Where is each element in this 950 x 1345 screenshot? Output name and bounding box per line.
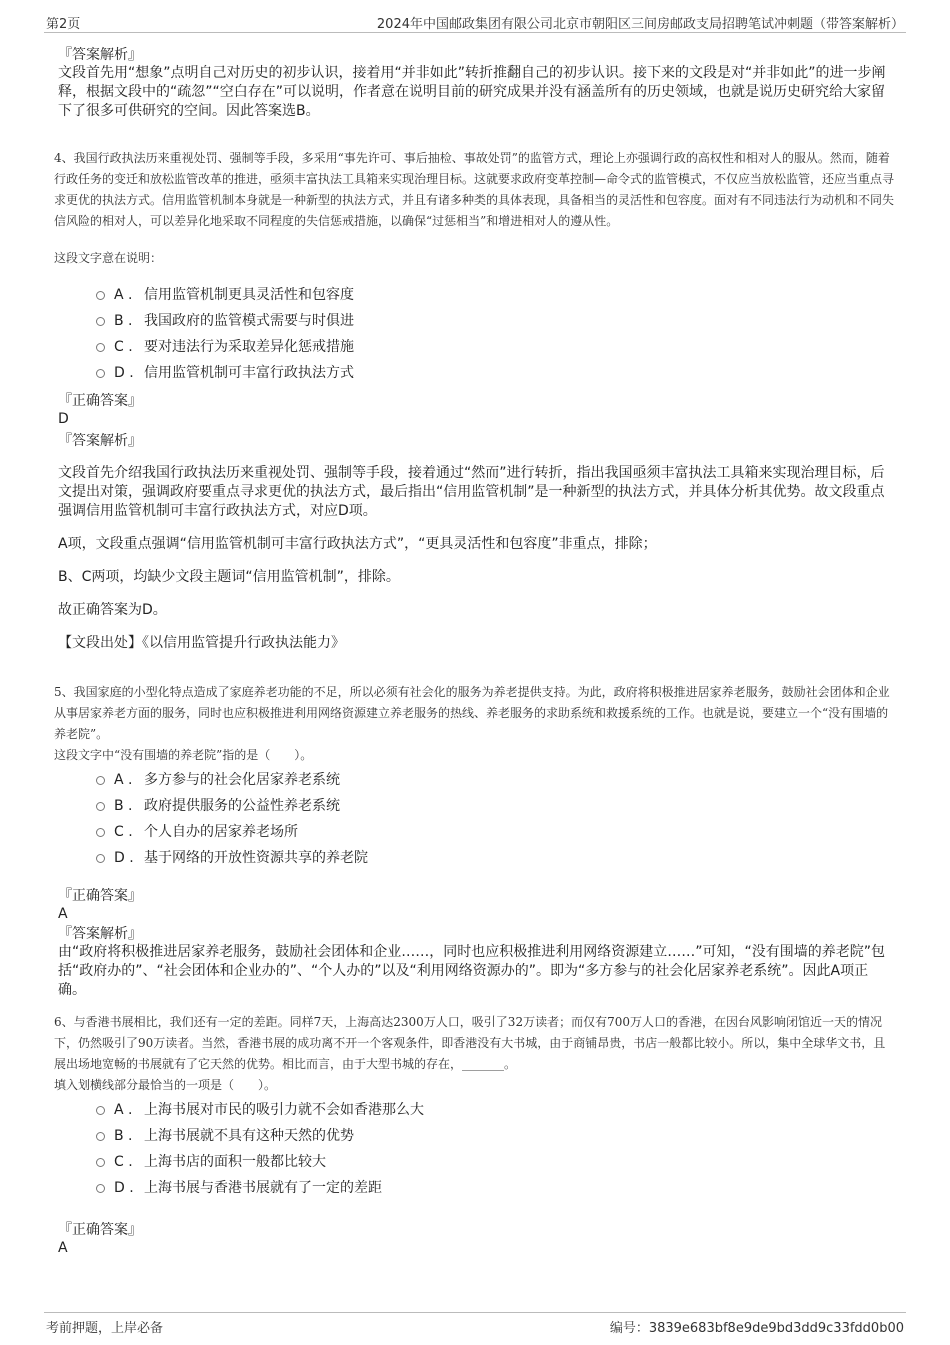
q4-text: 4、我国行政执法历来重视处罚、强制等手段，多采用“事先许可、事后抽检、事故处罚”的监管方式，理论上亦强调行政的高权性和相对人的服从。然而，随着行政任务的变迁和放松监管改革的推进，亟须丰富执法工具箱来实现治理目标。这就要求政府变革控制—命令式的监管模式，不仅应当放松监管，还应当重点寻求更优的执法方式。信用监管机制本身就是一种新型的执法方式，并且有诸多种类的具体表现，具备相当的灵活性和包容度。面对有不同违法行为动机和不同失信风险的相对人，可以差异化地采取不同程度的失信惩戒措施，以确保“过惩相当”和增进相对人的遵从性。 (54, 151, 895, 228)
q5-answer-label: 『正确答案』 (58, 888, 142, 904)
q4-analysis-bc: B、C两项，均缺少文段主题词“信用监管机制”，排除。 (58, 569, 400, 585)
q5-answer: A (58, 906, 68, 922)
q5-analysis-label: 『答案解析』 (58, 926, 142, 942)
q4-answer-label: 『正确答案』 (58, 393, 142, 409)
q6-answer: A (58, 1240, 68, 1256)
q4-option-a[interactable]: A . 信用监管机制更具灵活性和包容度 (96, 282, 896, 308)
q4-analysis-label: 『答案解析』 (58, 433, 142, 449)
q4-analysis-text: 文段首先介绍我国行政执法历来重视处罚、强制等手段，接着通过“然而”进行转折，指出我国亟须丰富执法工具箱来实现治理目标，后文提出对策，强调政府要重点寻求更优的执法方式，最后指出“信用监管机制”是一种新型的执法方式，并具体分析其优势。故文段重点强调信用监管机制可丰富行政执法方式，对应D项。 (58, 465, 885, 519)
q5-text: 5、我国家庭的小型化特点造成了家庭养老功能的不足，所以必须有社会化的服务为养老提供支持。为此，政府将积极推进居家养老服务，鼓励社会团体和企业从事居家养老方面的服务，同时也应积极推进利用网络资源建立养老服务的热线、养老服务的求助系统和救援系统的工作。也就是说，要建立一个“没有围墙的养老院”。 (54, 685, 890, 741)
radio-icon[interactable] (96, 1158, 105, 1167)
q4-analysis-final: 故正确答案为D。 (58, 602, 167, 618)
q6-answer-label: 『正确答案』 (58, 1222, 142, 1238)
q6-option-d[interactable]: D . 上海书展与香港书展就有了一定的差距 (96, 1175, 896, 1201)
q4-source: 【文段出处】《以信用监管提升行政执法能力》 (58, 635, 345, 651)
q6-options (96, 1097, 896, 1201)
document-title: 2024年中国邮政集团有限公司北京市朝阳区三间房邮政支局招聘笔试冲刺题（带答案解析） (376, 17, 904, 32)
q3-analysis-label: 『答案解析』 (58, 47, 142, 63)
question-6 (54, 1012, 896, 1257)
q5-prompt: 这段文字中“没有围墙的养老院”指的是（ ）。 (54, 748, 313, 762)
radio-icon[interactable] (96, 369, 105, 378)
q5-option-d[interactable]: D . 基于网络的开放性资源共享的养老院 (96, 845, 896, 871)
footer-slogan: 考前押题，上岸必备 (46, 1321, 164, 1336)
q5-options (96, 767, 896, 871)
q6-option-a[interactable]: A . 上海书展对市民的吸引力就不会如香港那么大 (96, 1097, 896, 1123)
q4-answer: D (58, 411, 69, 427)
document-id: 编号：3839e683bf8e9de9bd3dd9c33fdd0b00 (609, 1321, 904, 1336)
q3-analysis-text: 文段首先用“想象”点明自己对历史的初步认识，接着用“并非如此”转折推翻自己的初步认识。接下来的文段是对“并非如此”的进一步阐释，根据文段中的“疏忽”“空白存在”可以说明，作者意在说明目前的研究成果并没有涵盖所有的历史领域，也就是说历史研究给大家留下了很多可供研究的空间。因此答案选B。 (58, 65, 886, 119)
q6-option-c[interactable]: C . 上海书店的面积一般都比较大 (96, 1149, 896, 1175)
q4-analysis-a: A项，文段重点强调“信用监管机制可丰富行政执法方式”，“更具灵活性和包容度”非重点，排除； (58, 536, 657, 552)
radio-icon[interactable] (96, 828, 105, 837)
q4-option-b[interactable]: B . 我国政府的监管模式需要与时俱进 (96, 308, 896, 334)
q6-prompt: 填入划横线部分最恰当的一项是（ ）。 (54, 1078, 277, 1092)
radio-icon[interactable] (96, 854, 105, 863)
q5-analysis-text: 由“政府将积极推进居家养老服务，鼓励社会团体和企业……，同时也应积极推进利用网络资源建立……”可知，“没有围墙的养老院”包括“政府办的”、“社会团体和企业办的”、“个人办的”以及“利用网络资源办的”。即为“多方参与的社会化居家养老系统”。因此A项正确。 (58, 944, 886, 998)
page-footer (44, 1312, 906, 1343)
radio-icon[interactable] (96, 343, 105, 352)
q5-option-a[interactable]: A . 多方参与的社会化居家养老系统 (96, 767, 896, 793)
q4-option-d[interactable]: D . 信用监管机制可丰富行政执法方式 (96, 360, 896, 386)
q6-text: 6、与香港书展相比，我们还有一定的差距。同样7天，上海高达2300万人口，吸引了32万读者；而仅有700万人口的香港，在因台风影响闭馆近一天的情况下，仍然吸引了90万读者。当然，香港书展的成功离不开一个客观条件，即香港没有大书城，由于商铺昂贵，书店一般都比较小。所以，集中全球华文书，且展出场地宽畅的书展就有了它天然的优势。相比而言，由于大型书城的存在，_______。 (54, 1015, 886, 1071)
page-header (44, 8, 906, 33)
page-number: 第2页 (46, 17, 81, 32)
q4-options (96, 282, 896, 386)
radio-icon[interactable] (96, 1106, 105, 1115)
question-4 (54, 148, 896, 653)
q5-option-b[interactable]: B . 政府提供服务的公益性养老系统 (96, 793, 896, 819)
radio-icon[interactable] (96, 776, 105, 785)
radio-icon[interactable] (96, 1184, 105, 1193)
question-5 (54, 682, 896, 1000)
q6-option-b[interactable]: B . 上海书展就不具有这种天然的优势 (96, 1123, 896, 1149)
q4-option-c[interactable]: C . 要对违法行为采取差异化惩戒措施 (96, 334, 896, 360)
q4-prompt: 这段文字意在说明： (54, 251, 163, 265)
q3-analysis (58, 46, 896, 121)
radio-icon[interactable] (96, 317, 105, 326)
radio-icon[interactable] (96, 291, 105, 300)
q5-option-c[interactable]: C . 个人自办的居家养老场所 (96, 819, 896, 845)
radio-icon[interactable] (96, 802, 105, 811)
radio-icon[interactable] (96, 1132, 105, 1141)
